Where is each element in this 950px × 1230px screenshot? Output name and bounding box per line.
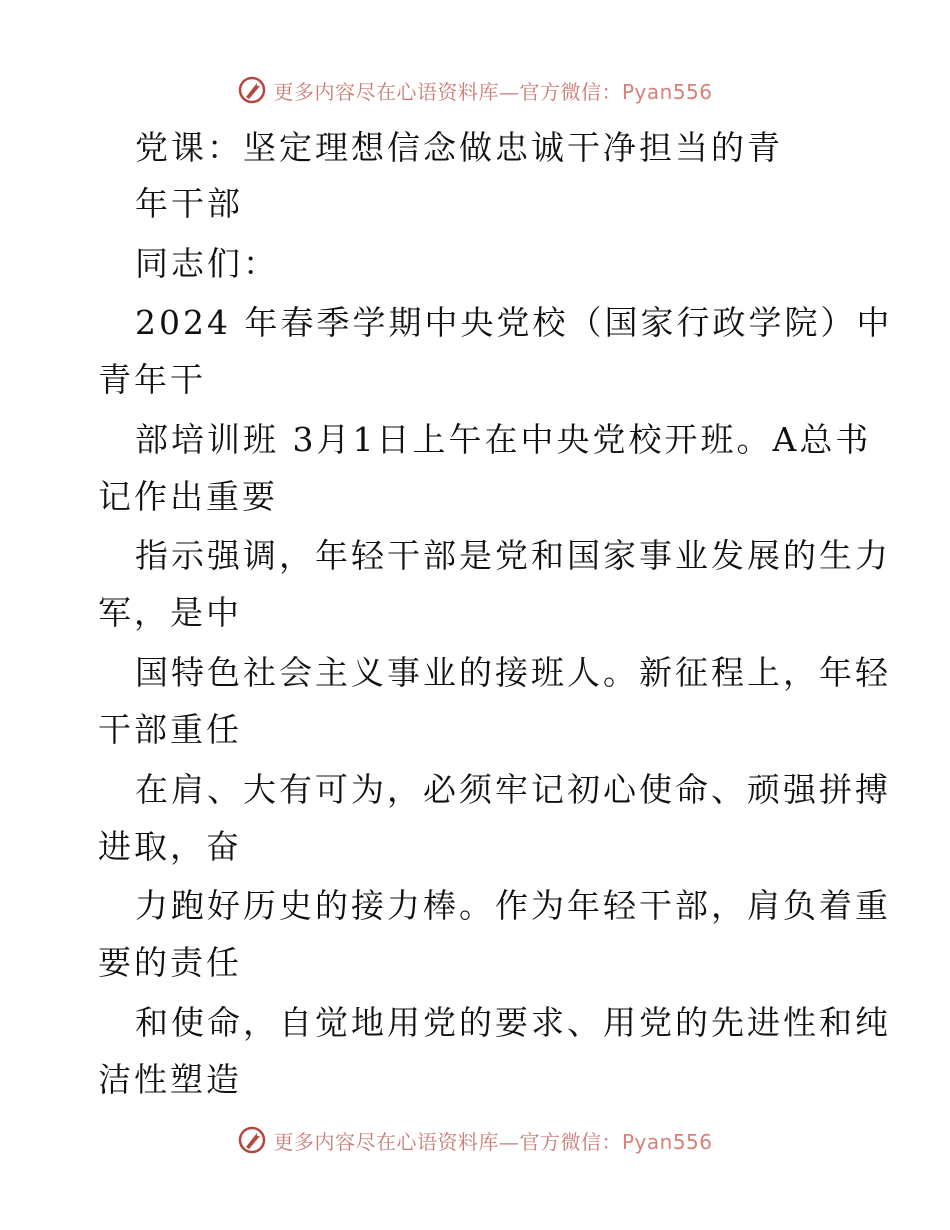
paragraph-line: 干部重任 <box>98 710 242 749</box>
paragraph-line: 记作出重要 <box>98 477 278 516</box>
paragraph-line: 2024 年春季学期中央党校（国家行政学院）中 <box>135 303 893 342</box>
paragraph-line: 要的责任 <box>98 943 242 982</box>
paragraph-line: 洁性塑造 <box>98 1060 242 1099</box>
paragraph-line: 指示强调，年轻干部是党和国家事业发展的生力 <box>135 536 891 575</box>
paragraph-line: 进取，奋 <box>98 827 242 866</box>
footer-banner-text: 更多内容尽在心语资料库—官方微信：Pyan556 <box>273 1129 713 1154</box>
title-line-1: 党课：坚定理想信念做忠诚干净担当的青 <box>135 128 783 167</box>
paragraph-line: 军，是中 <box>98 593 242 632</box>
pen-logo-icon <box>237 1125 267 1155</box>
footer-banner <box>0 1120 950 1160</box>
title-line-2: 年干部 <box>135 184 243 223</box>
paragraph-line: 国特色社会主义事业的接班人。新征程上，年轻 <box>135 653 891 692</box>
paragraph-line: 在肩、大有可为，必须牢记初心使命、顽强拼搏 <box>135 770 891 809</box>
paragraph-line: 部培训班 3月1日上午在中央党校开班。A总书 <box>135 420 872 459</box>
header-banner-text: 更多内容尽在心语资料库—官方微信：Pyan556 <box>273 79 713 104</box>
salutation: 同志们： <box>135 244 279 283</box>
paragraph-line: 力跑好历史的接力棒。作为年轻干部，肩负着重 <box>135 886 891 925</box>
paragraph-line: 和使命，自觉地用党的要求、用党的先进性和纯 <box>135 1003 891 1042</box>
paragraph-line: 青年干 <box>98 360 206 399</box>
